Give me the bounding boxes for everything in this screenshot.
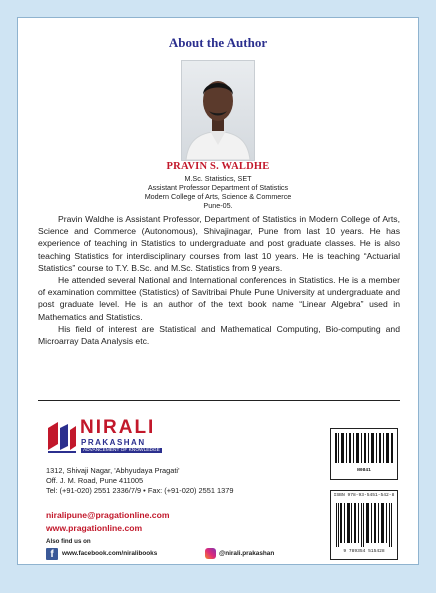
barcode-icon: [331, 501, 397, 549]
publisher-subname: PRAKASHAN: [81, 438, 146, 447]
bio-paragraph: Pravin Waldhe is Assistant Professor, Department of Statistics in Modern College of Arts, Science and Commerce (Autonomous), Shivajinagar, Pune from last 10 years. He has experience of teaching in Statistics to undergraduate and post graduate classes. He is also teaching Statistics for interdisciplinary courses from last 10 years. He is teaching “Actuarial Statistics” course to T.Y. B.Sc. and M.Sc. Statistics from 9 years.: [38, 214, 400, 273]
instagram-icon: [205, 548, 216, 559]
bio-paragraph: His field of interest are Statistical and Mathematical Computing, Bio-computing and Microarray Data Analysis etc.: [38, 323, 400, 347]
website-link[interactable]: www.pragationline.com: [46, 523, 143, 533]
credential-line: Assistant Professor Department of Statistics: [147, 183, 289, 192]
publisher-tagline: ADVANCEMENT OF KNOWLEDGE: [83, 448, 160, 453]
facebook-icon: f: [46, 548, 58, 560]
divider: [38, 400, 400, 401]
barcode-number: 9 789354 515428: [343, 549, 385, 554]
author-name: PRAVIN S. WALDHE: [166, 161, 270, 172]
facebook-link[interactable]: www.facebook.com/niralibooks: [62, 550, 158, 557]
credential-line: M.Sc. Statistics, SET: [184, 174, 252, 183]
barcode-isbn: [330, 490, 398, 560]
email-link[interactable]: niralipune@pragationline.com: [46, 510, 170, 520]
barcode-small: [330, 428, 398, 480]
back-cover: [17, 17, 419, 565]
barcode-code: N0841: [357, 468, 371, 473]
isbn-label: ISBN 978-93-5451-542-8: [333, 493, 395, 498]
credential-line: Modern College of Arts, Science & Commerce: [144, 192, 292, 201]
bio-paragraph: He attended several National and International conferences in Statistics. He is a member of examination committee (Statistics) of Savitribai Phule Pune University at undergraduate and post graduate level. He is an author of the text book name “Linear Algebra” used in Mathematics and Statistics.: [38, 275, 400, 322]
page-title: About the Author: [168, 35, 268, 50]
publisher-logo: [46, 418, 196, 458]
publisher-name: NIRALI: [80, 417, 156, 438]
instagram-link[interactable]: @nirali.prakashan: [219, 550, 275, 557]
credential-line: Pune-05.: [203, 201, 233, 210]
find-us-label: Also find us on: [46, 538, 91, 545]
phone-fax-line: Tel: (+91-020) 2551 2336/7/9 • Fax: (+91-020) 2551 1379: [46, 486, 234, 495]
author-photo: [181, 60, 255, 161]
book-logo-icon: [46, 420, 78, 454]
barcode-icon: [331, 429, 397, 467]
address-line: Off. J. M. Road, Pune 411005: [46, 476, 144, 485]
author-biography: [38, 213, 400, 347]
address-line: 1312, Shivaji Nagar, 'Abhyudaya Pragati': [46, 466, 180, 475]
